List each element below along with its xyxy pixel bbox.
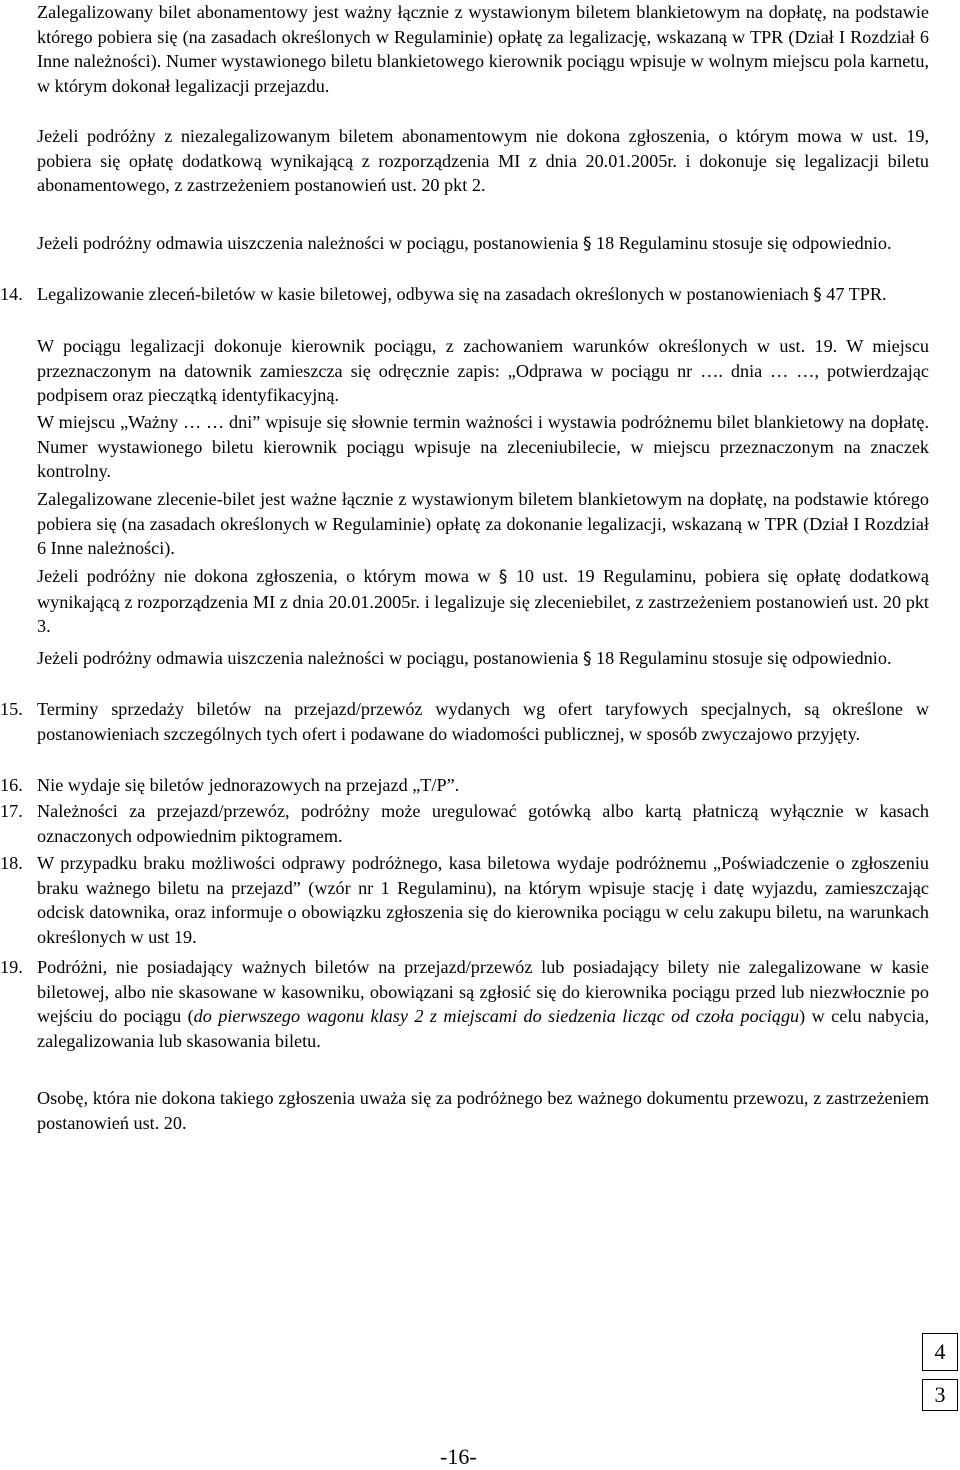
paragraph-no-valid-document: Osobę, która nie dokona takiego zgłoszenia uważa się za podróżnego bez ważnego dokumentu przewozu, z zastrzeżeniem postanowień ust. 20. [37, 1088, 929, 1133]
list-item-text: W przypadku braku możliwości odprawy podróżnego, kasa biletowa wydaje podróżnemu „Poświadczenie o zgłoszeniu braku ważnego biletu na przejazd” (wzór nr 1 Regulaminu), na którym wpisuje stację i datę wyjazdu, zamieszczając odcisk datownika, oraz informuje o obowiązku zgłoszenia się do kierownika pociągu w celu zakupu biletu, na warunkach określonych w ust 19. [37, 853, 929, 947]
paragraph-refusal [37, 231, 929, 257]
list-item-text: Należności za przejazd/przewóz, podróżny może uregulować gotówką albo kartą płatniczą wyłącznie w kasach oznaczonych odpowiednim piktogramem. [37, 801, 929, 846]
paragraph-refusal-2: Jeżeli podróżny odmawia uiszczenia należności w pociągu, postanowienia § 18 Regulaminu stosuje się odpowiednio. [37, 648, 892, 669]
paragraph-legalized-order: Zalegalizowane zlecenie-bilet jest ważne łącznie z wystawionym biletem blankietowym na dopłatę, na podstawie którego pobiera się (na zasadach określonych w Regulaminie) opłatę za dokonanie legalizacji, wskazaną w TPR (Dział I Rozdział 6 Inne należności). [37, 489, 929, 559]
list-item-number: 17. [0, 801, 23, 821]
page-box-top: 4 [922, 1333, 958, 1371]
paragraph-refusal-text-b: 18 Regulaminu stosuje się odpowiednio. [591, 233, 892, 253]
italic-note: do pierwszego wagonu klasy 2 z miejscami do siedzenia licząc od czoła pociągu [193, 1006, 800, 1027]
paragraph-train-legalization: W pociągu legalizacji dokonuje kierownik pociągu, z zachowaniem warunków określonych w ust. 19. W miejscu przeznaczonym na datownik zamieszcza się odręcznie zapis: „Odprawa w pociągu nr …. dnia … …, potwierdzając podpisem oraz pieczątką identyfikacyjną. [37, 336, 929, 406]
list-item-text: Legalizowanie zleceń-biletów w kasie biletowej, odbywa się na zasadach określonych w postanowieniach § 47 TPR. [37, 284, 887, 305]
page-number: -16- [440, 1444, 477, 1469]
section-sign: § [582, 649, 592, 669]
list-item-number: 14. [0, 284, 23, 304]
list-item-text: Terminy sprzedaży biletów na przejazd/przewóz wydanych wg ofert taryfowych specjalnych, są określone w postanowieniach szczególnych tych ofert i podawane do wiadomości publicznej, w sposób zwyczajowo przyjęty. [37, 699, 929, 744]
paragraph-valid-field: W miejscu „Ważny … … dni” wpisuje się słownie termin ważności i wystawia podróżnemu bilet blankietowy na dopłatę. Numer wystawionego biletu kierownik pociągu wpisuje na zleceniubilecie, w miejscu przeznaczonym na znaczek kontrolny. [37, 412, 929, 482]
section-sign: § [582, 234, 592, 254]
paragraph-legalization-ticket: Zalegalizowany bilet abonamentowy jest ważny łącznie z wystawionym biletem blankietowym na dopłatę, na podstawie którego pobiera się (na zasadach określonych w Regulaminie) opłatę za legalizację, wskazaną w TPR (Dział I Rozdział 6 Inne należności). Numer wystawionego biletu blankietowego kierownik pociągu wpisuje w wolnym miejscu pola karnetu, w którym dokonał legalizacji przejazdu. [37, 2, 929, 96]
list-item-number: 18. [0, 853, 23, 873]
list-item-number: 16. [0, 775, 23, 795]
list-item-text: Nie wydaje się biletów jednorazowych na przejazd „T/P”. [37, 775, 460, 795]
page-box-bottom: 3 [922, 1379, 958, 1411]
list-item-text: Podróżni, nie posiadający ważnych biletów na przejazd/przewóz lub posiadający bilety nie zalegalizowane w kasie biletowej, albo nie skasowane w kasowniku, obowiązani są zgłosić się do kierownika pociągu przed lub niezwłocznie po wejściu do pociągu (do pierwszego wagonu klasy 2 z miejscami do siedzenia licząc od czoła pociągu) w celu nabycia, zalegalizowania lub skasowania biletu. [37, 957, 929, 1051]
list-item-number: 15. [0, 699, 23, 719]
paragraph-refusal-text-a: Jeżeli podróżny odmawia uiszczenia należności w pociągu, postanowienia [37, 233, 583, 253]
paragraph-additional-fee: Jeżeli podróżny z niezalegalizowanym biletem abonamentowym nie dokona zgłoszenia, o którym mowa w ust. 19, pobiera się opłatę dodatkową wynikającą z rozporządzenia MI z dnia 20.01.2005r. i dokonuje się legalizacji biletu abonamentowego, z zastrzeżeniem postanowień ust. 20 pkt 2. [37, 126, 929, 196]
section-sign: § [813, 285, 822, 305]
paragraph-no-report: Jeżeli podróżny nie dokona zgłoszenia, o którym mowa w § 10 ust. 19 Regulaminu, pobiera się opłatę dodatkową wynikającą z rozporządzenia MI z dnia 20.01.2005r. i legalizuje się zleceniebilet, z zastrzeżeniem postanowień ust. 20 pkt 3. [37, 566, 930, 637]
list-item-number: 19. [0, 957, 23, 977]
section-sign: § [498, 567, 508, 587]
